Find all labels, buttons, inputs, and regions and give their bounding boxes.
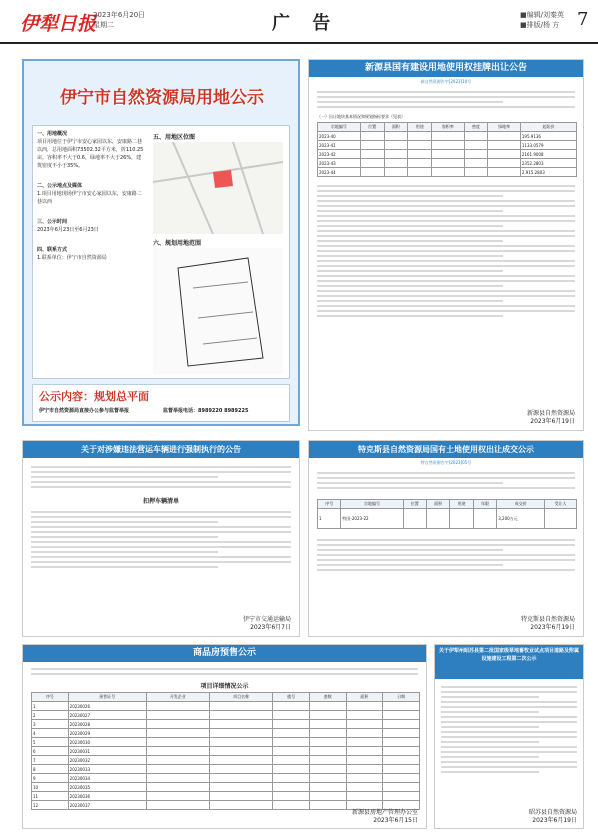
footer-unit: 伊宁市自然资源局直接办公参与监督举报: [39, 408, 130, 414]
notice-number: 特自然资源告字[2023]05号: [420, 460, 472, 465]
tekes-land-notice: [308, 440, 584, 637]
notice-title: 商品房预售公示: [23, 645, 426, 662]
signature: 昭苏县自然资源局 2023年6月19日: [528, 809, 577, 824]
section-title: 广 告: [272, 13, 339, 34]
notice-text: [309, 179, 583, 323]
section-text: 项目用地位于伊宁市安心家园以东，安康路二巷以西，总用地面积73502.32平方米，折110.25亩。容积率不大于0.6，绿地率不大于26%，建筑密度不小于35%。: [37, 139, 144, 169]
section-heading: 二、公示地点及媒体: [37, 183, 83, 189]
road-project-notice: [434, 644, 584, 829]
presale-table: 序号 预售证号 开发企业 项目名称 楼号 套数 面积 日期 1 20230026 2 20230027 3 20230028 4 20230029 5 20230030 6 20230031 7 20230032 8 20230033 9 20230034 10 20230035 11 20230036 12 20230037: [31, 692, 420, 810]
land-table: 宗地编号 位置 面积 用途 容积率 密度 绿地率 起始价 2023-40 195.9136 2023-41 1133.0579 2023-42 2161.9008 2023-43 2352.2803 2023-44 2,915.2803: [317, 122, 577, 177]
signature: 新源县自然资源局 2023年6月19日: [526, 410, 575, 425]
section-heading: 三、公示时间: [37, 219, 68, 225]
signature: 新源县房地产管理办公室 2023年6月15日: [351, 809, 418, 824]
page-number: 7: [577, 9, 589, 30]
notice-number: 新自然资源告字[2023]10号: [420, 79, 472, 84]
presale-notice: [22, 644, 427, 829]
notice-text: [309, 466, 583, 495]
notice-heading: 伊宁市自然资源局用地公示: [60, 88, 264, 108]
section-text: 1.联系单位：伊宁市自然资源局: [37, 255, 107, 261]
signature: 特克斯县自然资源局 2023年6月19日: [520, 616, 575, 631]
notice-title: 关于伊犁州昭苏县第二批国家级草地畜牧业试点项目道路及附属设施建设工程第二次公示: [435, 645, 583, 679]
xinyuan-land-notice: [308, 59, 584, 431]
notice-footer: [32, 384, 290, 422]
map-label: 六、规划用地范围: [153, 240, 202, 247]
intro-text: [309, 85, 583, 114]
notice-title: 关于对涉嫌违法营运车辆进行强制执行的公告: [23, 441, 299, 458]
notice-text: [23, 458, 299, 496]
issue-date: 2023年6月20日 星期二: [93, 11, 146, 29]
footer-phone: 监督举报电话：8989220 8989225: [163, 408, 249, 414]
footer-title: 公示内容：规划总平面: [39, 390, 149, 403]
newspaper-logo: 伊犁日报: [20, 13, 97, 35]
location-map: [153, 142, 283, 234]
section-heading: 一、用地概况: [37, 131, 68, 137]
section-text: 2023年6月23日至6月23日: [37, 227, 99, 233]
notice-title: 特克斯县自然资源局国有土地使用权出让成交公示: [309, 441, 583, 458]
table-title: （一）出让地块基本情况和规划指标要求（见表）: [317, 114, 405, 119]
section-heading: 四、联系方式: [37, 247, 68, 253]
contact-text: [309, 533, 583, 577]
map-label: 五、用地区位图: [153, 134, 196, 141]
vehicle-list: [23, 505, 299, 574]
notice-text: [23, 662, 426, 681]
signature: 伊宁市交通运输局 2023年6月7日: [242, 616, 291, 631]
plan-map: [153, 248, 283, 374]
masthead: [0, 0, 598, 44]
credits: ■编辑/刘秦英 ■排版/杨 方: [520, 11, 564, 29]
deal-table: 序号 宗地编号 位置 面积 用途 年限 成交价 受让人 1 特国-2023-22 3,200万元: [317, 499, 577, 529]
table-title: 项目详细情况公示: [200, 683, 249, 690]
list-title: 扣押车辆清单: [142, 498, 179, 505]
notice-title: 新源县国有建设用地使用权挂牌出让公告: [309, 60, 583, 77]
section-text: 1.项目用地现场伊宁市安心家园以东，安康路二巷以西: [37, 191, 142, 205]
land-plan-notice: [22, 59, 300, 426]
notice-body: [32, 125, 290, 379]
vehicle-enforcement-notice: [22, 440, 300, 637]
notice-text: [435, 679, 583, 780]
